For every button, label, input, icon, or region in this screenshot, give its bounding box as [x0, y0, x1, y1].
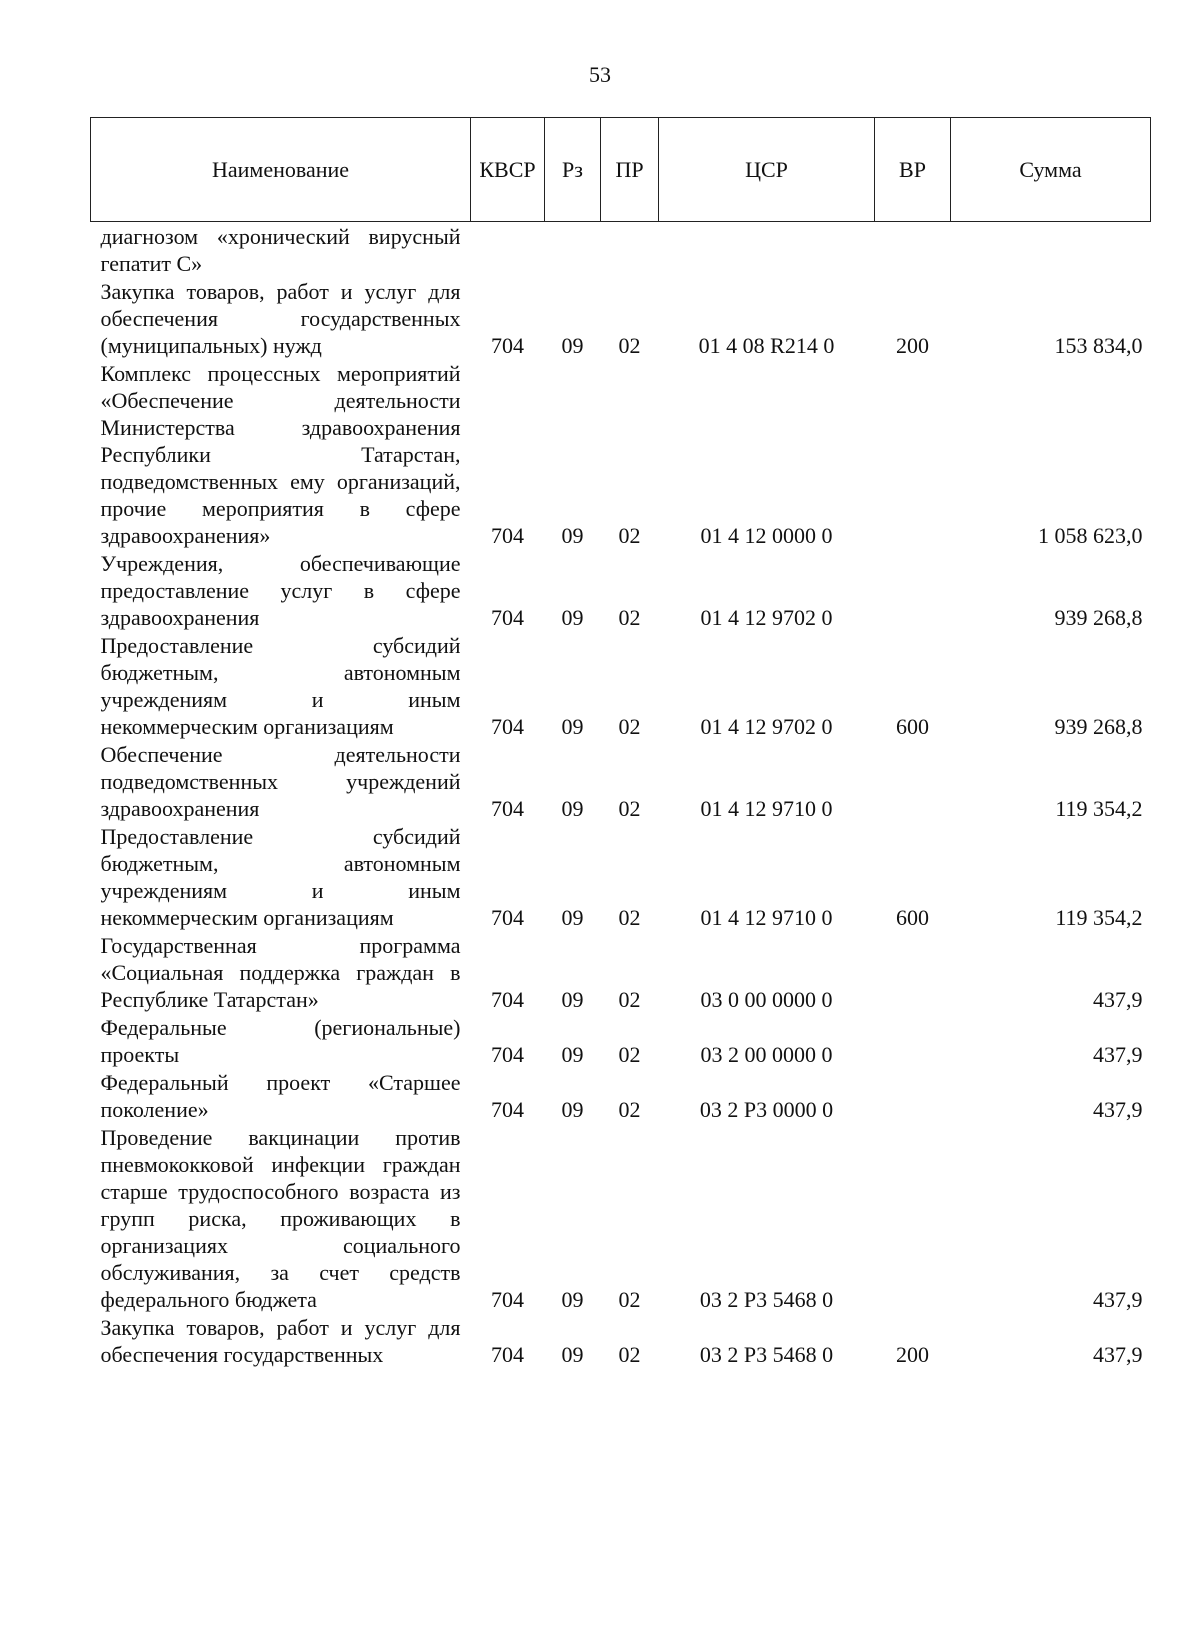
- cell-csr: 01 4 08 R214 0: [698, 333, 835, 358]
- cell-csr: 01 4 12 9710 0: [700, 905, 833, 930]
- cell-kvsr: 704: [491, 523, 524, 548]
- cell-sum: 153 834,0: [1054, 333, 1143, 358]
- cell-rz: 09: [561, 605, 584, 630]
- cell-kvsr: 704: [491, 333, 524, 358]
- table-row: [91, 1123, 1151, 1313]
- cell-sum: 119 354,2: [1055, 796, 1143, 821]
- cell-name: Предоставление субсидий бюджетным, автономным учреждениям и иным некоммерческим организациям: [100, 633, 461, 739]
- table-row: [91, 359, 1151, 549]
- cell-rz: [545, 222, 601, 278]
- table-row: [91, 822, 1151, 931]
- cell-vr: 200: [896, 333, 929, 358]
- cell-csr: 01 4 12 9702 0: [700, 605, 833, 630]
- cell-sum: 939 268,8: [1054, 605, 1143, 630]
- cell-kvsr: 704: [491, 905, 524, 930]
- cell-rz: 09: [561, 333, 584, 358]
- cell-pr: 02: [618, 523, 641, 548]
- cell-name: Предоставление субсидий бюджетным, автономным учреждениям и иным некоммерческим организациям: [100, 824, 461, 930]
- table-row: [91, 740, 1151, 822]
- table-row: [91, 277, 1151, 359]
- cell-rz: 09: [561, 523, 584, 548]
- cell-vr: [875, 1068, 951, 1123]
- cell-vr: [875, 359, 951, 549]
- cell-name: Закупка товаров, работ и услуг для обеспечения государственных (муниципальных) нужд: [100, 279, 461, 358]
- cell-sum: 1 058 623,0: [1038, 523, 1143, 548]
- cell-kvsr: 704: [491, 605, 524, 630]
- cell-rz: 09: [561, 905, 584, 930]
- cell-rz: 09: [561, 796, 584, 821]
- cell-vr: [875, 549, 951, 631]
- cell-rz: 09: [561, 1042, 584, 1067]
- cell-vr: [875, 1013, 951, 1068]
- cell-name: Государственная программа «Социальная поддержка граждан в Республике Татарстан»: [100, 933, 461, 1012]
- cell-kvsr: 704: [491, 987, 524, 1012]
- table-row: [91, 1068, 1151, 1123]
- cell-rz: 09: [561, 1342, 584, 1367]
- cell-csr: 01 4 12 0000 0: [700, 523, 833, 548]
- cell-csr: 03 2 00 0000 0: [700, 1042, 833, 1067]
- cell-sum: [951, 222, 1151, 278]
- table-row: [91, 549, 1151, 631]
- budget-table: [90, 117, 1151, 1368]
- header-csr: ЦСР: [659, 118, 875, 222]
- cell-vr: [875, 222, 951, 278]
- cell-pr: 02: [618, 1097, 641, 1122]
- cell-pr: 02: [618, 605, 641, 630]
- header-pr: ПР: [601, 118, 659, 222]
- table-row: [91, 931, 1151, 1013]
- cell-vr: [875, 1123, 951, 1313]
- header-sum: Сумма: [951, 118, 1151, 222]
- cell-name: Федеральные (региональные) проекты: [100, 1015, 461, 1067]
- cell-pr: 02: [618, 333, 641, 358]
- cell-sum: 119 354,2: [1055, 905, 1143, 930]
- cell-kvsr: 704: [491, 714, 524, 739]
- cell-pr: 02: [618, 1287, 641, 1312]
- cell-sum: 437,9: [1093, 1042, 1143, 1067]
- table-body: [91, 222, 1151, 1369]
- cell-csr: 01 4 12 9710 0: [700, 796, 833, 821]
- cell-kvsr: 704: [491, 1042, 524, 1067]
- header-vr: ВР: [875, 118, 951, 222]
- cell-name: Закупка товаров, работ и услуг для обеспечения государственных: [100, 1315, 461, 1367]
- cell-kvsr: 704: [491, 1287, 524, 1312]
- cell-pr: 02: [618, 905, 641, 930]
- cell-name: Учреждения, обеспечивающие предоставление услуг в сфере здравоохранения: [100, 551, 461, 630]
- cell-pr: 02: [618, 987, 641, 1012]
- cell-csr: 03 2 Р3 0000 0: [699, 1097, 834, 1122]
- cell-kvsr: 704: [491, 1342, 524, 1367]
- cell-pr: 02: [618, 714, 641, 739]
- cell-sum: 437,9: [1093, 1342, 1143, 1367]
- cell-sum: 437,9: [1093, 1097, 1143, 1122]
- cell-sum: 437,9: [1093, 1287, 1143, 1312]
- header-kvsr: КВСР: [471, 118, 545, 222]
- table-row: [91, 1013, 1151, 1068]
- table-row: [91, 222, 1151, 278]
- cell-csr: 03 0 00 0000 0: [700, 987, 833, 1012]
- cell-name: диагнозом «хронический вирусный гепатит С»: [100, 224, 461, 276]
- cell-pr: 02: [618, 1342, 641, 1367]
- cell-kvsr: 704: [491, 796, 524, 821]
- cell-csr: 03 2 Р3 5468 0: [699, 1342, 834, 1367]
- cell-kvsr: [471, 222, 545, 278]
- cell-name: Федеральный проект «Старшее поколение»: [100, 1070, 461, 1122]
- cell-sum: 939 268,8: [1054, 714, 1143, 739]
- cell-csr: 01 4 12 9702 0: [700, 714, 833, 739]
- header-name: Наименование: [91, 118, 471, 222]
- header-rz: Рз: [545, 118, 601, 222]
- cell-kvsr: 704: [491, 1097, 524, 1122]
- cell-vr: 200: [896, 1342, 929, 1367]
- cell-vr: 600: [896, 714, 929, 739]
- cell-pr: 02: [618, 796, 641, 821]
- cell-vr: 600: [896, 905, 929, 930]
- cell-name: Комплекс процессных мероприятий «Обеспечение деятельности Министерства здравоохранения Республики Татарстан, подведомственных ему организаций, прочие мероприятия в сфере здравоохранения»: [100, 361, 461, 548]
- cell-rz: 09: [561, 1097, 584, 1122]
- cell-name: Обеспечение деятельности подведомственных учреждений здравоохранения: [100, 742, 461, 821]
- cell-pr: 02: [618, 1042, 641, 1067]
- cell-csr: 03 2 Р3 5468 0: [699, 1287, 834, 1312]
- cell-rz: 09: [561, 987, 584, 1012]
- cell-vr: [875, 931, 951, 1013]
- table-header: [91, 118, 1151, 222]
- cell-vr: [875, 740, 951, 822]
- cell-rz: 09: [561, 1287, 584, 1312]
- table-row: [91, 1313, 1151, 1368]
- cell-sum: 437,9: [1093, 987, 1143, 1012]
- page-number: 53: [589, 62, 611, 87]
- cell-name: Проведение вакцинации против пневмококковой инфекции граждан старше трудоспособного возраста из групп риска, проживающих в организациях социального обслуживания, за счет средств федерального бюджета: [100, 1125, 461, 1312]
- table-row: [91, 631, 1151, 740]
- cell-rz: 09: [561, 714, 584, 739]
- budget-table-container: [90, 117, 1150, 1368]
- cell-pr: [601, 222, 659, 278]
- cell-csr: [659, 222, 875, 278]
